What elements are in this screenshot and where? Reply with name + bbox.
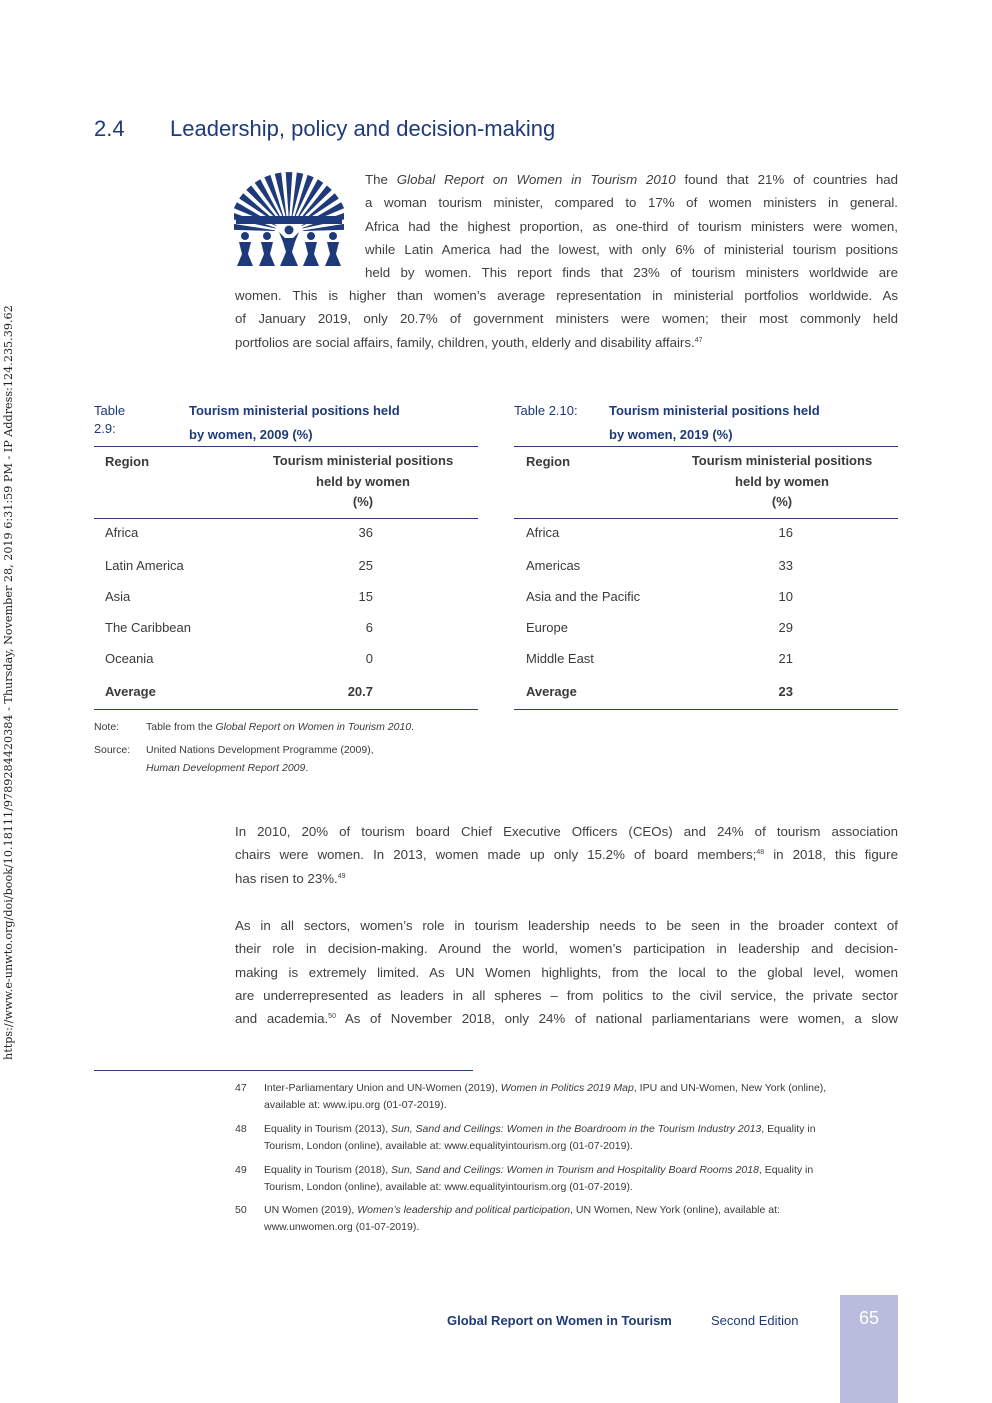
table-2009-number: Table 2.9: xyxy=(94,403,126,436)
table-row-region: Americas xyxy=(526,558,581,573)
footnote-text: Inter-Parliamentary Union and UN-Women (2019), Women in Politics 2019 Map, IPU and UN-Women, New York (online), available at: www.ipu.org (01-07-2019). xyxy=(264,1082,827,1111)
table-row-region: Asia xyxy=(105,589,131,604)
table-row-value: 15 xyxy=(358,589,373,604)
table-row-value: 6 xyxy=(365,620,373,635)
table-row-value: 20.7 xyxy=(347,684,373,699)
header-line: (%) xyxy=(352,494,374,509)
section-number: 2.4 xyxy=(94,116,125,141)
table-row-region: Middle East xyxy=(526,651,594,666)
logo-band xyxy=(236,216,342,224)
body-line: their role in decision-making. Around the world, women’s participation in leadership and decision- xyxy=(235,941,898,957)
intro-line: women. This is higher than women’s average representation in ministerial portfolios worldwide. As xyxy=(235,288,898,303)
table-2019-header-region: Region xyxy=(526,454,571,469)
body-line: are underrepresented as leaders in all spheres – from politics to the civil service, the private sector xyxy=(235,987,898,1003)
table-row-value: 16 xyxy=(778,525,793,540)
table-row-value: 36 xyxy=(358,525,373,540)
section-title: Leadership, policy and decision-making xyxy=(170,116,556,141)
header-line: Tourism ministerial positions xyxy=(691,453,873,468)
intro-paragraph-wrapped xyxy=(365,168,898,284)
footnote-number: 48 xyxy=(235,1123,247,1135)
header-line: held by women xyxy=(316,473,410,489)
footnote-number: 50 xyxy=(235,1204,247,1216)
table-2019-title-line: by women, 2019 (%) xyxy=(609,427,733,442)
body-line: has risen to 23%.$^{49}$ xyxy=(235,870,346,886)
footnote-number: 49 xyxy=(235,1164,247,1176)
intro-line: of January 2019, only 20.7% of government ministers were women; their most commonly held xyxy=(235,311,898,327)
footnote-ref: 50 xyxy=(328,1013,336,1021)
intro-line: while Latin America had the lowest, with only 6% of ministerial tourism positions xyxy=(365,241,898,257)
table-row-region: Africa xyxy=(105,525,139,540)
source-line: Human Development Report 2009. xyxy=(146,761,309,774)
table-2019-title xyxy=(609,399,820,447)
logo-ray xyxy=(234,223,275,231)
source-label: Source: xyxy=(94,744,131,756)
table-row-value: 0 xyxy=(365,651,373,666)
body-line: making is extremely limited. As UN Women highlights, from the local to the global level, women xyxy=(235,964,898,980)
intro-line: portfolios are social affairs, family, children, youth, elderly and disability affairs.$^{47}$ xyxy=(235,334,703,350)
footnote-ref: 49 xyxy=(337,872,346,880)
body-line: In 2010, 20% of tourism board Chief Executive Officers (CEOs) and 24% of tourism association xyxy=(235,824,898,839)
table-row-region: The Caribbean xyxy=(105,620,191,635)
table-2009-title-line: by women, 2009 (%) xyxy=(189,427,313,442)
body-line: chairs were women. In 2013, women made up only 15.2% of board members;$^{48}$ in 2018, this figure xyxy=(235,847,898,863)
header-line: held by women xyxy=(735,473,829,489)
table-row-value: 33 xyxy=(778,558,793,573)
table-row-region: Oceania xyxy=(105,651,154,666)
intro-line: The Global Report on Women in Tourism 2010 found that 21% of countries had xyxy=(365,172,899,187)
body-paragraph-2 xyxy=(235,914,898,1030)
table-row-value: 10 xyxy=(778,589,793,604)
table-row-value: 21 xyxy=(778,651,793,666)
table-2019-title-line: Tourism ministerial positions held xyxy=(609,403,820,418)
table-2009-bottom-rule xyxy=(94,709,478,710)
table-row-region: Average xyxy=(526,684,577,699)
header-line: (%) xyxy=(771,494,793,509)
source-text xyxy=(146,742,374,777)
table-row-region: Asia and the Pacific xyxy=(526,589,641,604)
logo-ray xyxy=(303,223,344,231)
intro-line: a woman tourism minister, compared to 17% of women ministers in general. xyxy=(365,195,898,211)
body-line: and academia.$^{50}$ As of November 2018, only 24% of national parliamentarians were women, a slow xyxy=(235,1011,898,1027)
table-row-region: Latin America xyxy=(105,558,184,573)
table-row-value: 25 xyxy=(358,558,373,573)
table-2009-header-rule xyxy=(94,518,478,519)
body-paragraph-1 xyxy=(235,820,898,890)
side-url-watermark: https://www.e-unwto.org/doi/book/10.18111/9789284420384 - Thursday, November 28, 2019 6:31:59 PM - IP Address:124.235.39.62 xyxy=(2,305,15,1060)
table-2009-header-value xyxy=(250,451,476,513)
page-number: 65 xyxy=(858,1308,880,1328)
logo-ray xyxy=(286,172,293,218)
table-2009-title-line: Tourism ministerial positions held xyxy=(189,403,400,418)
un-women-sunburst-logo-icon xyxy=(234,170,344,270)
table-2019-header-value xyxy=(669,451,895,513)
table-row-region: Europe xyxy=(526,620,568,635)
table-row-value: 29 xyxy=(778,620,793,635)
footer-edition: Second Edition xyxy=(711,1313,799,1328)
table-2019-top-rule xyxy=(514,446,898,447)
table-row-value: 23 xyxy=(778,684,793,699)
table-2019-bottom-rule xyxy=(514,709,898,710)
intro-line: Africa had the highest proportion, as one-third of tourism ministers were women, xyxy=(365,218,898,234)
table-row-region: Africa xyxy=(526,525,560,540)
intro-paragraph-full xyxy=(235,284,898,354)
footnote-rule xyxy=(94,1070,473,1071)
footnote-text: Equality in Tourism (2013), Sun, Sand and Ceilings: Women in the Boardroom in the Tourism Industry 2013, Equality in Tourism, London (online), available at: www.equalityintourism.org (01-07-2019). xyxy=(264,1123,816,1152)
footnote-number: 47 xyxy=(235,1082,247,1094)
table-row-region: Average xyxy=(105,684,156,699)
table-2009-top-rule xyxy=(94,446,478,447)
note-label: Note: xyxy=(94,721,120,733)
footnote-ref: 47 xyxy=(694,336,703,344)
footnote-text: Equality in Tourism (2018), Sun, Sand and Ceilings: Women in Tourism and Hospitality Board Rooms 2018, Equality in Tourism, London (online), available at: www.equalityintourism.org (01-07-2019). xyxy=(264,1164,814,1193)
footnote-text: UN Women (2019), Women’s leadership and political participation, UN Women, New York (online), available at: www.unwomen.org (01-07-2019). xyxy=(264,1204,780,1233)
source-line: United Nations Development Programme (2009), xyxy=(146,744,374,756)
header-line: Tourism ministerial positions xyxy=(272,453,454,468)
note-text: Table from the Global Report on Women in Tourism 2010. xyxy=(146,721,415,733)
footnote-ref: 48 xyxy=(756,849,765,857)
intro-line: held by women. This report finds that 23% of tourism ministers worldwide are xyxy=(365,265,898,281)
table-2019-number: Table 2.10: xyxy=(514,403,578,418)
table-2019-header-rule xyxy=(514,518,898,519)
table-2009-title xyxy=(189,399,400,447)
table-2009-header-region: Region xyxy=(105,454,150,469)
body-line: As in all sectors, women’s role in tourism leadership needs to be seen in the broader context of xyxy=(235,918,898,933)
footer-report-title: Global Report on Women in Tourism xyxy=(447,1313,672,1328)
